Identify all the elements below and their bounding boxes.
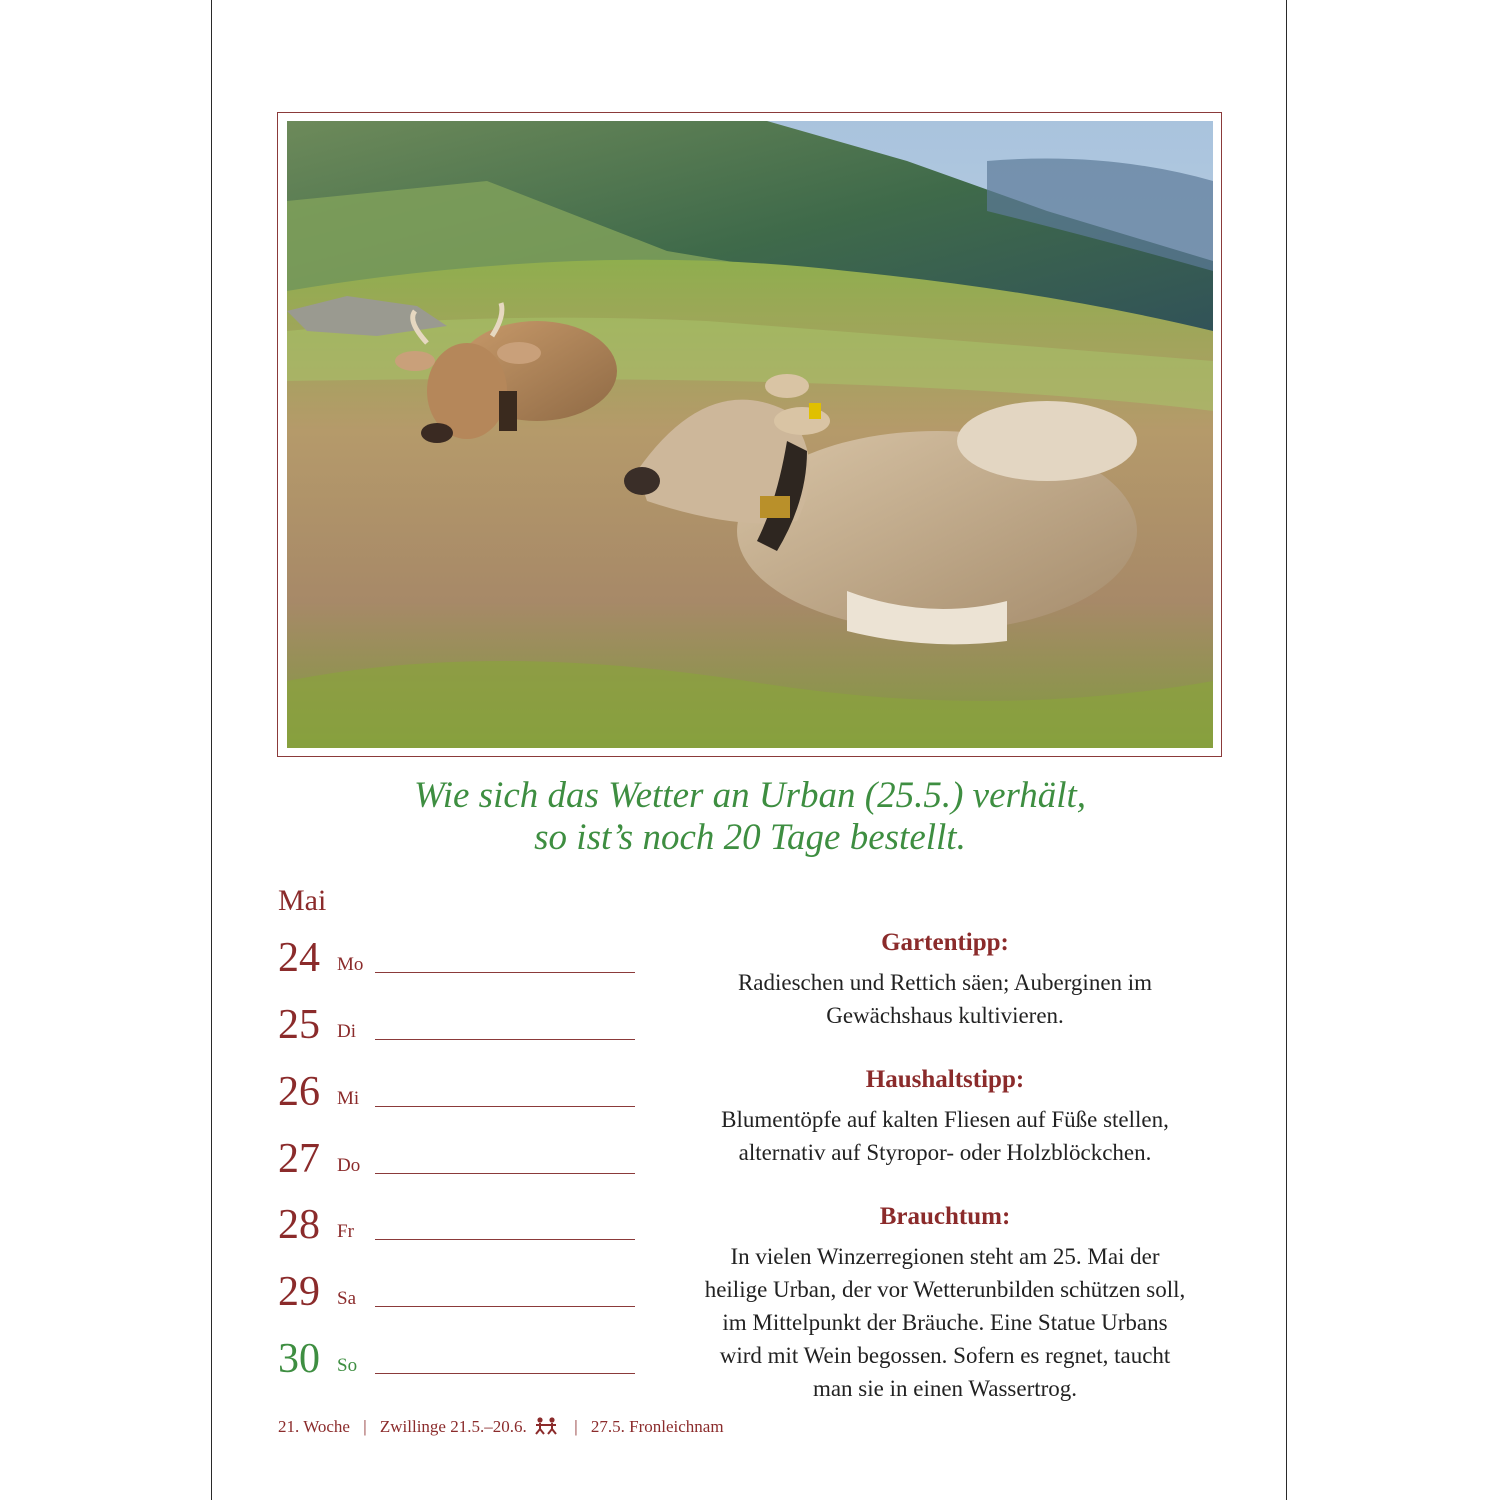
zodiac-label: Zwillinge 21.5.–20.6.	[379, 1417, 527, 1436]
custom-tip-line: im Mittelpunkt der Bräuche. Eine Statue Urbans	[722, 1310, 1168, 1335]
footer-separator: |	[363, 1417, 367, 1436]
note-line	[375, 1106, 635, 1107]
day-row-26	[278, 1068, 638, 1124]
holiday-label: 27.5. Fronleichnam	[590, 1417, 724, 1436]
household-tip-text	[670, 1103, 1220, 1169]
gemini-twins-icon	[533, 1417, 559, 1440]
week-label: 21. Woche	[278, 1417, 350, 1436]
weekday-label: Mi	[337, 1088, 360, 1109]
footer-bar	[278, 1417, 724, 1440]
month-label: Mai	[278, 884, 327, 917]
weekday-label: So	[337, 1355, 358, 1376]
day-row-28	[278, 1201, 638, 1257]
weekday-label: Fr	[337, 1221, 354, 1242]
household-tip-line: Blumentöpfe auf kalten Fliesen auf Füße stellen,	[721, 1107, 1169, 1132]
day-row-25	[278, 1001, 638, 1057]
day-number: 27	[278, 1136, 320, 1182]
day-number: 25	[278, 1002, 320, 1048]
weekday-label: Mo	[337, 954, 364, 975]
day-row-30	[278, 1335, 638, 1391]
custom-tip-title: Brauchtum:	[879, 1203, 1011, 1230]
custom-tip-line: heilige Urban, der vor Wetterunbilden schützen soll,	[704, 1277, 1186, 1302]
household-tip-line: alternativ auf Styropor- oder Holzblöckchen.	[738, 1140, 1152, 1165]
alpine-cows-photo	[287, 121, 1213, 748]
day-row-27	[278, 1135, 638, 1191]
custom-tip-text	[670, 1240, 1220, 1405]
footer-separator: |	[574, 1417, 578, 1436]
note-line	[375, 1173, 635, 1174]
day-row-24	[278, 934, 638, 990]
custom-tip-line: wird mit Wein begossen. Sofern es regnet, taucht	[719, 1343, 1171, 1368]
weather-proverb-line-2: so ist’s noch 20 Tage bestellt.	[534, 817, 966, 858]
day-number: 24	[278, 935, 320, 981]
day-number: 26	[278, 1069, 320, 1115]
garden-tip-text	[670, 966, 1220, 1032]
day-number: 30	[278, 1336, 320, 1382]
note-line	[375, 1039, 635, 1040]
garden-tip-title: Gartentipp:	[881, 929, 1009, 956]
household-tip-title: Haushaltstipp:	[865, 1066, 1025, 1093]
note-line	[375, 1306, 635, 1307]
note-line	[375, 972, 635, 973]
day-row-29	[278, 1268, 638, 1324]
weekday-label: Sa	[337, 1288, 356, 1309]
day-number: 29	[278, 1269, 320, 1315]
garden-tip-line: Gewächshaus kultivieren.	[826, 1003, 1064, 1028]
weather-proverb-line-1: Wie sich das Wetter an Urban (25.5.) verhält,	[413, 775, 1087, 816]
custom-tip-line: man sie in einen Wassertrog.	[812, 1376, 1078, 1401]
day-number: 28	[278, 1202, 320, 1248]
weekday-label: Do	[337, 1155, 361, 1176]
garden-tip-line: Radieschen und Rettich säen; Auberginen im	[737, 970, 1153, 995]
note-line	[375, 1239, 635, 1240]
note-line	[375, 1373, 635, 1374]
weekday-label: Di	[337, 1021, 356, 1042]
custom-tip-line: In vielen Winzerregionen steht am 25. Mai der	[730, 1244, 1160, 1269]
